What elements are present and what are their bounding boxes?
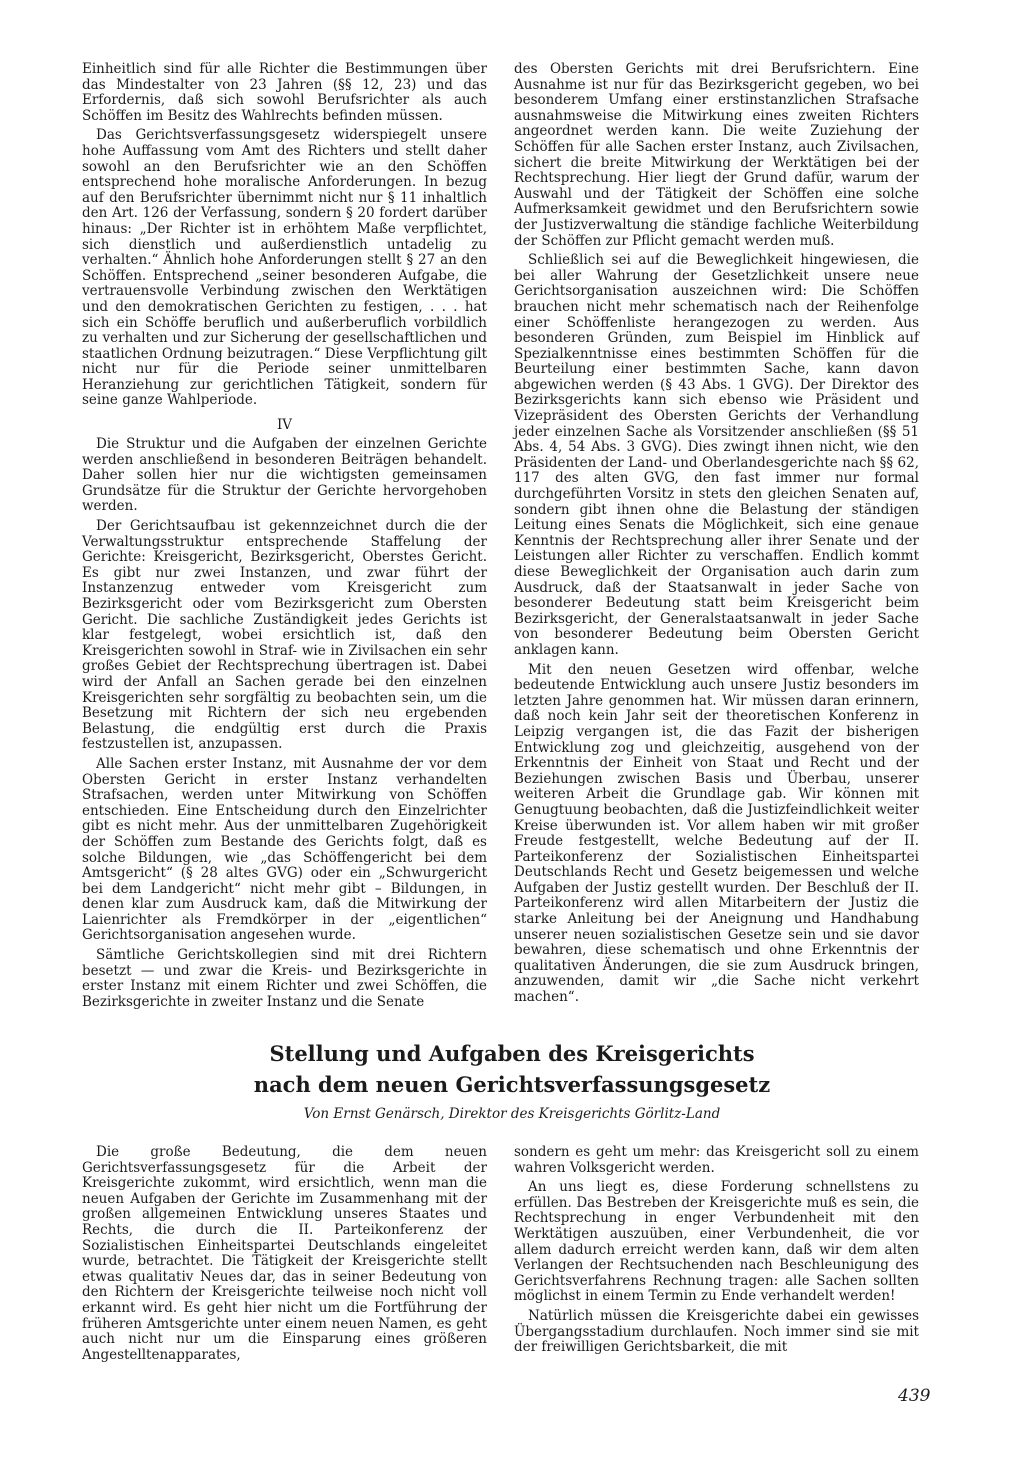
paragraph: Das Gerichtsverfassungsgesetz widerspiegelt unsere hohe Auffassung vom Amt des Richters und stellt daher sowohl an den Berufsrichter wie an den Schöffen entsprechend hohe moralische Anforderungen. In bezug auf den Berufsrichter übernimmt nicht nur § 11 inhaltlich den Art. 126 der Verfassung, sondern § 20 fordert darüber hinaus: „Der Richter ist in erhöhtem Maße verpflichtet, sich dienstlich und außerdienstlich untadelig zu verhalten.“ Ähnlich hohe Anforderungen stellt § 27 an den Schöffen. Entsprechend „seiner besonderen Aufgabe, die vertrauensvolle Verbindung zwischen den Werktätigen und den demokratischen Gerichten zu festigen, . . . hat sich ein Schöffe beruflich und außerberuflich vorbildlich zu verhalten und zur Sicherung der gesellschaftlichen und staatlichen Ordnung beizutragen.“ Diese Verpflichtung gilt nicht nur für die Periode seiner unmittelbaren Heranziehung zur gerichtlichen Tätigkeit, sondern für seine ganze Wahlperiode. [82, 127, 487, 409]
article-title-line: nach dem neuen Gerichtsverfassungsgesetz [253, 1072, 771, 1097]
paragraph: An uns liegt es, diese Forderung schnellstens zu erfüllen. Das Bestreben der Kreisgerichte muß es sein, die Rechtsprechung in enger Verbundenheit mit den Werktätigen auszuüben, einer Verbundenheit, die vor allem dadurch erreicht werden kann, daß wir dem alten Verlangen der Rechtsuchenden nach Beschleunigung des Gerichtsverfahrens Rechnung tragen: alle Sachen sollten möglichst in einem Termin zu Ende verhandelt werden! [514, 1179, 919, 1305]
paragraph: Alle Sachen erster Instanz, mit Ausnahme der vor dem Obersten Gericht in erster Instanz verhandelten Strafsachen, werden unter Mitwirkung von Schöffen entschieden. Eine Entscheidung durch den Einzelrichter gibt es nicht mehr. Aus der unmittelbaren Zugehörigkeit der Schöffen zum Bestande des Gerichts folgt, daß es solche Bildungen, wie „das Schöffengericht bei dem Amtsgericht“ (§ 28 altes GVG) oder ein „Schwurgericht bei dem Landgericht“ nicht mehr gibt – Bildungen, in denen klar zum Ausdruck kam, daß die Mitwirkung der Laienrichter als Fremdkörper in der „eigentlichen“ Gerichtsorganisation angesehen wurde. [82, 755, 487, 944]
article-title-line: Stellung und Aufgaben des Kreisgerichts [269, 1041, 755, 1066]
paragraph: Sämtliche Gerichtskollegien sind mit drei Richtern besetzt — und zwar die Kreis- und Bezirksgerichte in erster Instanz mit einem Richter und zwei Schöffen, die Bezirksgerichte in zweiter Instanz und die Senate [82, 947, 487, 1010]
page-number: 439 [898, 1386, 931, 1406]
article-title [82, 1038, 942, 1100]
paragraph: Natürlich müssen die Kreisgerichte dabei ein gewisses Übergangsstadium durchlaufen. Noch immer sind sie mit der freiwilligen Gerichtsbarkeit, die mit [514, 1307, 919, 1356]
paragraph: Der Gerichtsaufbau ist gekennzeichnet durch die der Verwaltungsstruktur entsprechende Staffelung der Gerichte: Kreisgericht, Bezirksgericht, Oberstes Gericht. Es gibt nur zwei Instanzen, und zwar führt der Instanzenzug entweder vom Kreisgericht zum Bezirksgericht oder vom Bezirksgericht zum Obersten Gericht. Die sachliche Zuständigkeit jedes Gerichts ist klar festgelegt, wobei ersichtlich ist, daß den Kreisgerichten sowohl in Straf- wie in Zivilsachen ein sehr großes Gebiet der Rechtsprechung übertragen ist. Dabei wird der Anfall an Sachen gerade bei den einzelnen Kreisgerichten sehr sorgfältig zu beobachten sein, um die Besetzung mit Richtern der sich neu ergebenden Belastung, die endgültig erst durch die Praxis festzustellen ist, anzupassen. [82, 518, 487, 753]
right-column [514, 62, 919, 1010]
paragraph: Mit den neuen Gesetzen wird offenbar, welche bedeutende Entwicklung auch unsere Justiz besonders im letzten Jahre genommen hat. Wir müssen daran erinnern, daß noch kein Jahr seit der theoretischen Konferenz in Leipzig vergangen ist, die das Fazit der bisherigen Entwicklung zog und gleichzeitig, ausgehend von der Erkenntnis der Einheit von Staat und Recht und der Beziehungen zwischen Basis und Überbau, unserer weiteren Arbeit die Grundlage gab. Wir können mit Genugtuung beobachten, daß die Justizfeindlichkeit weiter Kreise überwunden ist. Vor allem haben wir mit großer Freude festgestellt, welche Bedeutung auf der II. Parteikonferenz der Sozialistischen Einheitspartei Deutschlands Recht und Gesetz beigemessen und welche Aufgaben der Justiz gestellt wurden. Der Beschluß der II. Parteikonferenz wird allen Mitarbeitern der Justiz die starke Anleitung bei der Aneignung und Handhabung unserer neuen sozialistischen Gesetze sein und sie davor bewahren, diese schematisch und ohne Erkenntnis der qualitativen Änderungen, die sie zum Ausdruck bringen, anzuwenden, damit wir „die Sache nicht verkehrt machen“. [514, 661, 919, 1006]
article-byline: Von Ernst Genärsch, Direktor des Kreisgerichts Görlitz-Land [303, 1106, 721, 1122]
article-right-column [514, 1145, 919, 1360]
paragraph: Die Struktur und die Aufgaben der einzelnen Gerichte werden anschließend in besonderen Beiträgen behandelt. Daher sollen hier nur die wichtigsten gemeinsamen Grundsätze für die Struktur der Gerichte hervorgehoben werden. [82, 436, 487, 515]
section-heading: IV [276, 417, 293, 434]
article-left-column [82, 1145, 487, 1367]
left-column [82, 62, 487, 1014]
paragraph: Einheitlich sind für alle Richter die Bestimmungen über das Mindestalter von 23 Jahren (§§ 12, 23) und das Erfordernis, daß sich sowohl Berufsrichter als auch Schöffen im Besitz des Wahlrechts befinden müssen. [82, 61, 487, 124]
paragraph: des Obersten Gerichts mit drei Berufsrichtern. Eine Ausnahme ist nur für das Bezirksgericht gegeben, wo bei besonderem Umfang einer erstinstanzlichen Strafsache ausnahmsweise die Mitwirkung eines zweiten Richters angeordnet werden kann. Die weite Zuziehung der Schöffen für alle Sachen erster Instanz, auch Zivilsachen, sichert die breite Mitwirkung der Werktätigen bei der Rechtsprechung. Hier liegt der Grund dafür, warum der Auswahl und der Tätigkeit der Schöffen eine solche Aufmerksamkeit gewidmet und den Berufsrichtern sowie der Justizverwaltung die ständige fachliche Weiterbildung der Schöffen zur Pflicht gemacht werden muß. [514, 61, 919, 249]
paragraph: Die große Bedeutung, die dem neuen Gerichtsverfassungsgesetz für die Arbeit der Kreisgerichte zukommt, wird ersichtlich, wenn man die neuen Aufgaben der Gerichte im Zusammenhang mit der großen allgemeinen Entwicklung unseres Staates und Rechts, die durch die II. Parteikonferenz der Sozialistischen Einheitspartei Deutschlands eingeleitet wurde, betrachtet. Die Tätigkeit der Kreisgerichte stellt etwas qualitativ Neues dar, das in seiner Bedeutung von den Richtern der Kreisgerichte teilweise noch nicht voll erkannt wird. Es geht hier nicht um die Fortführung der früheren Amtsgerichte unter einem neuen Namen, es geht auch nicht nur um die Einsparung eines größeren Angestelltenapparates, [82, 1144, 487, 1363]
paragraph: sondern es geht um mehr: das Kreisgericht soll zu einem wahren Volksgericht werden. [514, 1144, 919, 1176]
paragraph: Schließlich sei auf die Beweglichkeit hingewiesen, die bei aller Wahrung der Gesetzlichkeit unsere neue Gerichtsorganisation auszeichnen wird: Die Schöffen brauchen nicht mehr schematisch nach der Reihenfolge einer Schöffenliste herangezogen zu werden. Aus besonderen Gründen, zum Beispiel im Hinblick auf Spezialkenntnisse eines bestimmten Schöffen für die Beurteilung einer bestimmten Sache, kann davon abgewichen werden (§ 43 Abs. 1 GVG). Der Direktor des Bezirksgerichts kann sich ebenso wie Präsident und Vizepräsident des Obersten Gerichts der Verhandlung jeder einzelnen Sache als Vorsitzender anschließen (§§ 51 Abs. 4, 54 Abs. 3 GVG). Dies zwingt ihnen nicht, wie den Präsidenten der Land- und Oberlandesgerichte nach §§ 62, 117 des alten GVG, den fast immer nur formal durchgeführten Vorsitz in stets den gleichen Senaten auf, sondern gibt ihnen ohne die Belastung der ständigen Leitung eines Senats die Möglichkeit, sich eine genaue Kenntnis der Rechtsprechung aller ihrer Senate und der Leistungen aller Richter zu verschaffen. Endlich kommt diese Beweglichkeit der Organisation auch darin zum Ausdruck, daß der Staatsanwalt in jeder Sache von besonderer Bedeutung statt beim Kreisgericht beim Bezirksgericht, der Generalstaatsanwalt in jeder Sache von besonderer Bedeutung beim Obersten Gericht anklagen kann. [514, 252, 919, 658]
